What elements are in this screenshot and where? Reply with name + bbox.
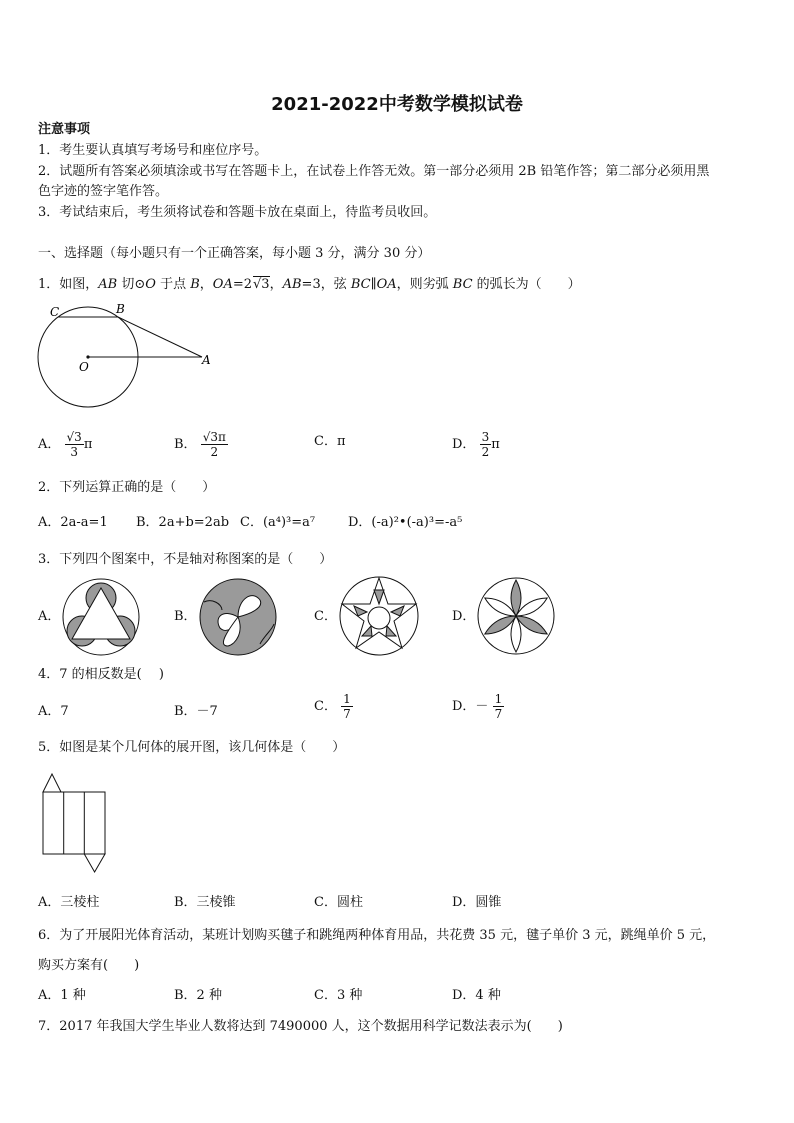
fraction [480,430,492,459]
pattern-swirl [198,578,278,656]
question-7-stem: 7．2017 年我国大学生毕业人数将达到 7490000 人，这个数据用科学记数法表示为( ) [38,1019,563,1034]
q1-text: 切⊙ [117,277,146,292]
q1-text: 于点 [155,277,191,292]
q1-text: ，则劣弧 [396,277,453,292]
question-4-stem: 4．7 的相反数是( ) [38,667,164,682]
q4-option-c[interactable] [314,692,353,721]
question-6-stem: 6．为了开展阳光体育活动，某班计划购买毽子和跳绳两种体育用品，共花费 35 元，毽子单价 3 元，跳绳单价 5 元， [38,928,716,943]
q1-text: ， [199,277,213,292]
fraction-numerator: 1 [343,692,351,706]
fraction-denominator: 2 [481,445,490,459]
q3-option-b-label[interactable]: B． [174,609,197,624]
q1-text: 1．如图， [38,277,99,292]
q4-option-a[interactable]: A．7 [38,704,69,719]
option-label: C． [314,699,337,714]
pattern-six-petal [476,576,556,656]
q1-var: O [145,277,156,292]
fraction-numerator: 1 [494,692,503,706]
q6-option-d[interactable]: D．4 种 [452,988,501,1003]
q3-option-d-label[interactable]: D． [452,609,476,624]
question-3-stem: 3．下列四个图案中，不是轴对称图案的是（ ） [38,552,333,567]
option-label: C． [314,434,337,449]
label-a: A [202,353,211,367]
option-label: D． [452,437,476,452]
q1-option-d[interactable] [452,430,500,459]
q1-text: ∥ [370,277,377,292]
section-heading: 一、选择题（每小题只有一个正确答案，每小题 3 分，满分 30 分） [38,246,431,261]
option-value: π [336,434,346,449]
pattern-triangle-circles [60,578,142,656]
q1-text: 的弧长为（ ） [472,277,581,292]
q1-var: B [190,277,200,292]
pattern-star-flower [338,574,420,656]
q6-option-b[interactable]: B．2 种 [174,988,222,1003]
fraction [341,692,353,721]
prism-net-figure [40,772,110,874]
q6-option-a[interactable]: A．1 种 [38,988,86,1003]
pi-symbol: π [83,437,93,452]
q1-option-c[interactable] [314,433,346,451]
q3-option-c-label[interactable]: C． [314,609,337,624]
option-label: D．－ [452,699,489,714]
q1-option-b[interactable] [174,430,228,459]
q1-option-a[interactable] [38,430,92,459]
q5-option-b[interactable]: B．三棱锥 [174,895,236,910]
fraction-numerator: √3π [202,430,226,444]
q1-text: =3，弦 [301,277,351,292]
fraction-numerator: √3 [66,430,82,444]
q1-var: AB [98,277,118,292]
center-point [86,355,89,358]
q1-var: BC [452,277,473,292]
notice-item: 2．试题所有答案必须填涂或书写在答题卡上，在试卷上作答无效。第一部分必须用 2B 铅笔作答；第二部分必须用黑 [38,164,710,179]
fraction [65,430,84,459]
q1-var: OA [212,277,233,292]
label-o: O [79,360,89,374]
circle-tangent-figure [34,300,214,410]
q2-option-a[interactable]: A．2a-a=1 [38,515,108,530]
q3-option-a-label[interactable]: A． [38,609,61,624]
pi-symbol: π [491,437,500,452]
fraction-denominator: 7 [494,707,503,721]
question-2-stem: 2．下列运算正确的是（ ） [38,480,216,495]
tangent-ab [118,317,202,357]
fraction-denominator: 7 [343,707,351,721]
q2-option-c[interactable]: C．(a⁴)³=a⁷ [240,515,316,530]
q1-var: OA [376,277,397,292]
question-6-stem-cont: 购买方案有( ) [38,958,140,973]
fraction [493,692,505,721]
page-title: 2021-2022中考数学模拟试卷 [271,94,523,115]
q1-text: 3 [261,277,270,292]
q5-option-d[interactable]: D．圆锥 [452,895,502,910]
q1-var: AB [282,277,302,292]
q1-text: =2 [232,277,252,292]
q1-var: BC [350,277,371,292]
fraction [201,430,228,459]
q4-option-b[interactable]: B．－7 [174,704,218,719]
notice-item: 1．考生要认真填写考场号和座位序号。 [38,143,268,158]
question-5-stem: 5．如图是某个几何体的展开图，该几何体是（ ） [38,740,346,755]
sqrt-radicand: √3 [253,277,270,292]
q5-option-a[interactable]: A．三棱柱 [38,895,100,910]
label-b: B [116,302,125,316]
question-1-stem [38,276,581,294]
fraction-denominator: 3 [70,445,78,459]
q5-option-c[interactable]: C．圆柱 [314,895,363,910]
center-circle [368,607,390,629]
option-label: B． [174,437,197,452]
q2-option-d[interactable]: D．(-a)²•(-a)³=-a⁵ [348,515,463,530]
q1-text: ， [269,277,283,292]
q6-option-c[interactable]: C．3 种 [314,988,363,1003]
notice-heading: 注意事项 [38,122,91,137]
net-rectangle [43,792,105,854]
bottom-triangle [84,854,105,872]
notice-item: 3．考试结束后，考生须将试卷和答题卡放在桌面上，待监考员收回。 [38,205,437,220]
notice-item: 色字迹的签字笔作答。 [38,184,169,199]
q2-option-b[interactable]: B．2a+b=2ab [136,515,230,530]
fraction-denominator: 2 [210,445,219,459]
label-c: C [50,305,60,319]
top-triangle [43,774,61,792]
q4-option-d[interactable] [452,692,504,721]
option-label: A． [38,437,61,452]
fraction-numerator: 3 [481,430,490,444]
